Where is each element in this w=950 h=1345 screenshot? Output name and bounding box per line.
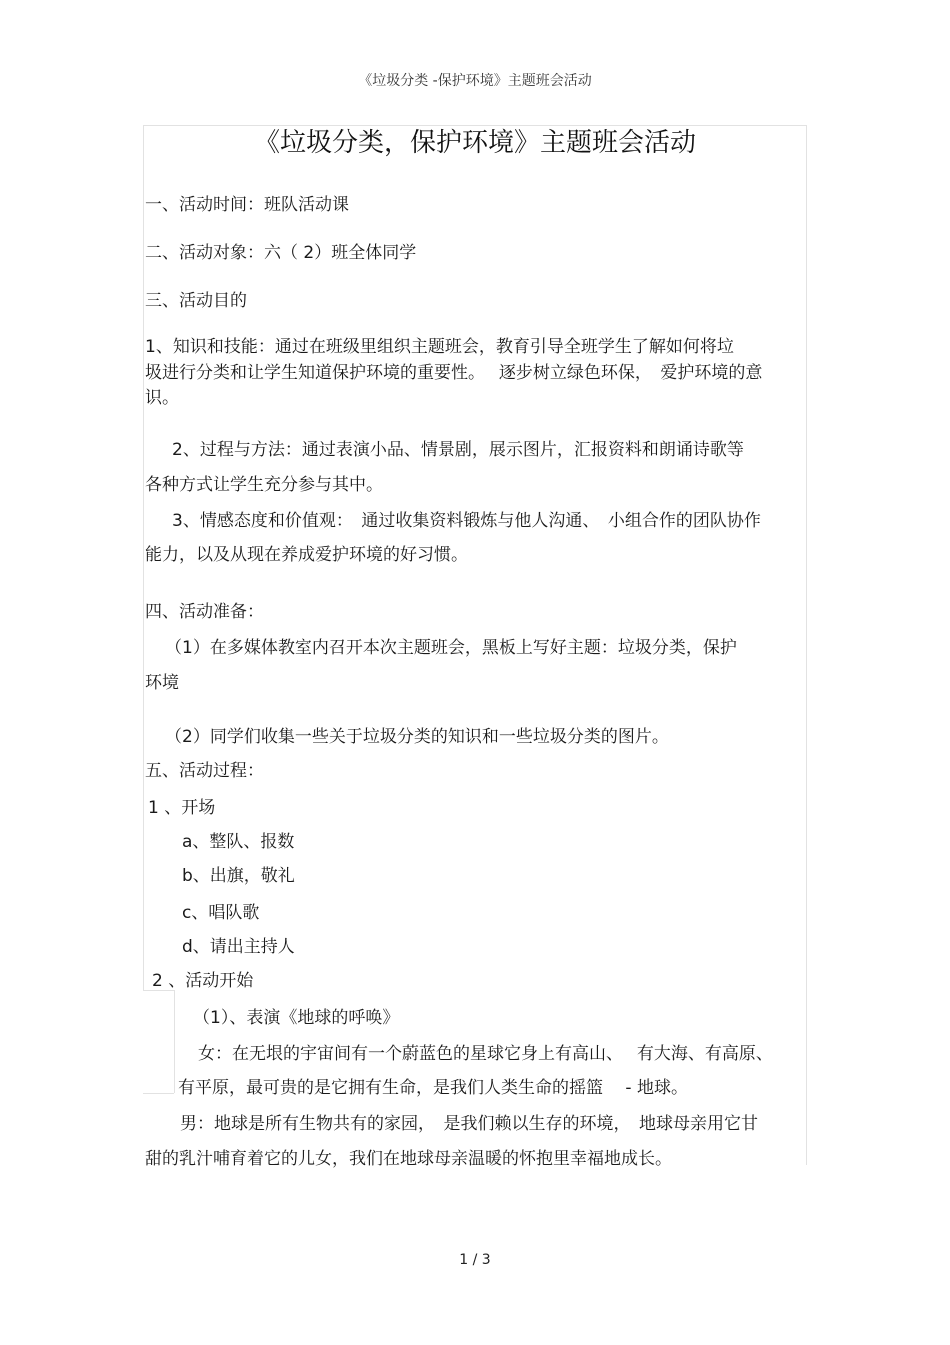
paragraph-line: 女：在无垠的宇宙间有一个蔚蓝色的星球它身上有高山、 有大海、有高原、 — [198, 1044, 773, 1064]
list-item: 1 、开场 — [148, 798, 216, 818]
list-item: c、唱队歌 — [182, 903, 260, 923]
document-title: 《垃圾分类，保护环境》主题班会活动 — [253, 128, 696, 158]
section-heading-audience: 二、活动对象：六（ 2）班全体同学 — [145, 243, 417, 263]
paragraph-line: 甜的乳汁哺育着它的儿女，我们在地球母亲温暖的怀抱里幸福地成长。 — [145, 1149, 672, 1169]
paragraph-line: 1、知识和技能：通过在班级里组织主题班会，教育引导全班学生了解如何将垃 — [145, 337, 734, 357]
paragraph-line: 3、情感态度和价值观： 通过收集资料锻炼与他人沟通、 小组合作的团队协作 — [172, 511, 761, 531]
paragraph-line: 各种方式让学生充分参与其中。 — [145, 475, 383, 495]
section-heading-time: 一、活动时间：班队活动课 — [145, 195, 349, 215]
frame-right-border — [806, 125, 807, 1165]
section-heading-goals: 三、活动目的 — [145, 291, 247, 311]
section-heading-preparation: 四、活动准备： — [145, 602, 264, 622]
page-indicator: 1 / 3 — [459, 1252, 491, 1268]
running-header: 《垃圾分类 -保护环境》主题班会活动 — [358, 73, 592, 89]
frame-inner-border — [174, 990, 175, 1093]
list-item: a、整队、报数 — [182, 832, 295, 852]
paragraph-line: 识。 — [145, 388, 179, 408]
section-heading-process: 五、活动过程： — [145, 761, 264, 781]
paragraph-line: （2）同学们收集一些关于垃圾分类的知识和一些垃圾分类的图片。 — [165, 727, 669, 747]
list-item: b、出旗，敬礼 — [182, 866, 295, 886]
paragraph-line: 有平原，最可贵的是它拥有生命，是我们人类生命的摇篮 - 地球。 — [178, 1078, 688, 1098]
paragraph-line: （1）在多媒体教室内召开本次主题班会，黑板上写好主题：垃圾分类，保护 — [165, 638, 737, 658]
list-item: 2 、活动开始 — [152, 971, 254, 991]
paragraph-line: 圾进行分类和让学生知道保护环境的重要性。 逐步树立绿色环保， 爱护环境的意 — [145, 363, 763, 383]
list-item: d、请出主持人 — [182, 937, 295, 957]
paragraph-line: 2、过程与方法：通过表演小品、情景剧，展示图片，汇报资料和朗诵诗歌等 — [172, 440, 744, 460]
paragraph-line: 环境 — [145, 673, 179, 693]
frame-foot-border — [143, 1093, 174, 1094]
paragraph-line: 能力，以及从现在养成爱护环境的好习惯。 — [145, 545, 468, 565]
frame-left-border — [143, 125, 144, 990]
paragraph-line: 男：地球是所有生物共有的家园， 是我们赖以生存的环境， 地球母亲用它甘 — [180, 1114, 758, 1134]
list-item: （1）、表演《地球的呼唤》 — [193, 1008, 400, 1028]
